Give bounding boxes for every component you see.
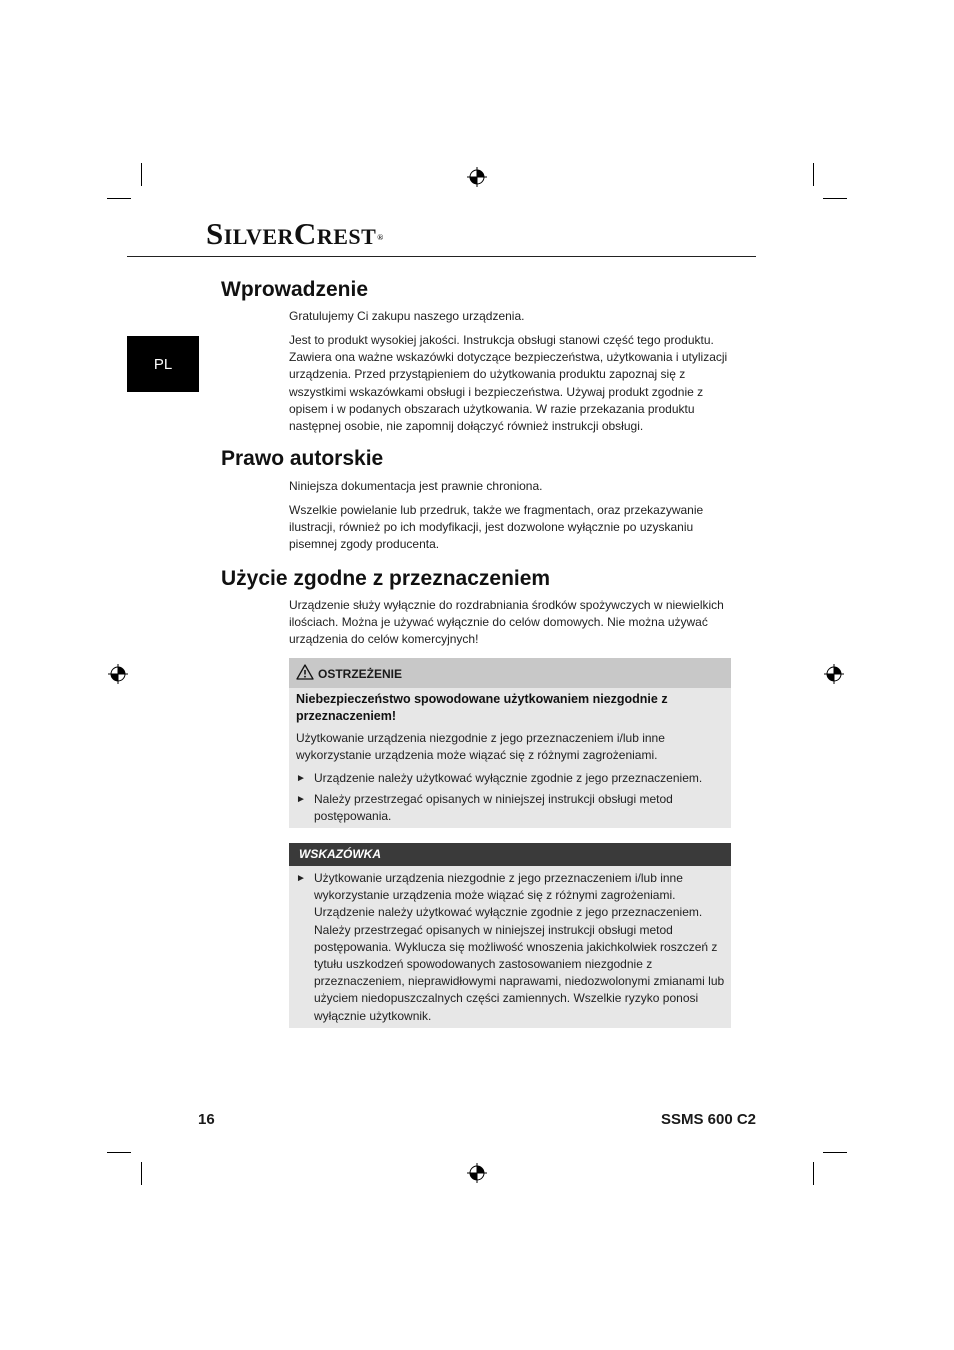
warning-subtitle: Niebezpieczeństwo spowodowane użytkowaniem niezgodnie z przeznaczeniem!	[296, 692, 668, 724]
crop-mark	[813, 163, 814, 186]
triangle-right-icon: ►	[296, 873, 306, 884]
note-title: WSKAZÓWKA	[299, 847, 381, 861]
crop-mark	[107, 198, 131, 199]
registration-mark-icon	[108, 664, 128, 684]
section-heading-introduction: Wprowadzenie	[221, 278, 369, 301]
section-heading-copyright: Prawo autorskie	[221, 447, 384, 470]
paragraph: Gratulujemy Ci zakupu naszego urządzenia.	[289, 309, 525, 323]
paragraph: Niniejsza dokumentacja jest prawnie chroniona.	[289, 479, 543, 493]
paragraph: Jest to produkt wysokiej jakości. Instrukcja obsługi stanowi część tego produktu. Zawiera ona ważne wskazówki dotyczące bezpieczeństwa, użytkowania i utylizacji urządzenia. Przed przystąpieniem do użytkowania produktu zapoznaj się z wszystkimi wskazówkami obsługi i bezpieczeństwa. Używaj produkt zgodnie z opisem i w podanych obszarach użytkowania. W razie przekazania produktu następnej osobie, nie zapomnij dołączyć również instrukcji obsługi.	[289, 333, 728, 434]
crop-mark	[823, 1152, 847, 1153]
paragraph: Wszelkie powielanie lub przedruk, także we fragmentach, oraz przekazywanie ilustracji, również po ich modyfikacji, jest dozwolone wyłącznie po uzyskaniu pisemnej zgody producenta.	[289, 503, 704, 552]
warning-title: OSTRZEŻENIE	[318, 667, 403, 681]
header-divider	[127, 256, 756, 257]
triangle-right-icon: ►	[296, 773, 306, 784]
registration-mark-icon	[824, 664, 844, 684]
warning-bullet: Należy przestrzegać opisanych w niniejszej instrukcji obsługi metod postępowania.	[314, 792, 673, 824]
crop-mark	[813, 1162, 814, 1185]
crop-mark	[141, 163, 142, 186]
warning-text: Użytkowanie urządzenia niezgodnie z jego przeznaczeniem i/lub inne wykorzystanie urządzenia może wiązać się z różnymi zagrożeniami.	[296, 731, 665, 763]
crop-mark	[107, 1152, 131, 1153]
crop-mark	[141, 1162, 142, 1185]
note-bullet: Użytkowanie urządzenia niezgodnie z jego przeznaczeniem i/lub inne wykorzystanie urządzenia może wiązać się z różnymi zagrożeniami. Urządzenie należy użytkować wyłącznie zgodnie z jego przeznaczeniem. Należy przestrzegać opisanych w niniejszej instrukcji obsługi metod postępowania. Wyklucza się możliwość wnoszenia jakichkolwiek roszczeń z tytułu uszkodzeń spowodowanych zastosowaniem niezgodnie z przeznaczeniem, nieprawidłowymi naprawami, niedozwolonymi zmianami lub użyciem niedopuszczalnych części zamiennych. Wszelkie ryzyko ponosi wyłącznie użytkownik.	[314, 871, 725, 1023]
registration-mark-icon	[467, 167, 487, 187]
crop-mark	[823, 198, 847, 199]
warning-triangle-icon	[296, 664, 314, 680]
page-number: 16	[198, 1111, 215, 1128]
paragraph: Urządzenie służy wyłącznie do rozdrabniania środków spożywczych w niewielkich ilościach. Można je używać wyłącznie do celów domowych. Nie można używać urządzenia do celów komercyjnych!	[289, 598, 724, 647]
section-heading-intended-use: Użycie zgodne z przeznaczeniem	[221, 567, 551, 590]
brand-logo: SILVERCREST®	[206, 216, 384, 251]
model-number: SSMS 600 C2	[660, 1111, 756, 1128]
language-tab: PL	[127, 336, 199, 392]
triangle-right-icon: ►	[296, 794, 306, 805]
registration-mark-icon	[467, 1163, 487, 1183]
warning-bullet: Urządzenie należy użytkować wyłącznie zgodnie z jego przeznaczeniem.	[314, 771, 703, 785]
